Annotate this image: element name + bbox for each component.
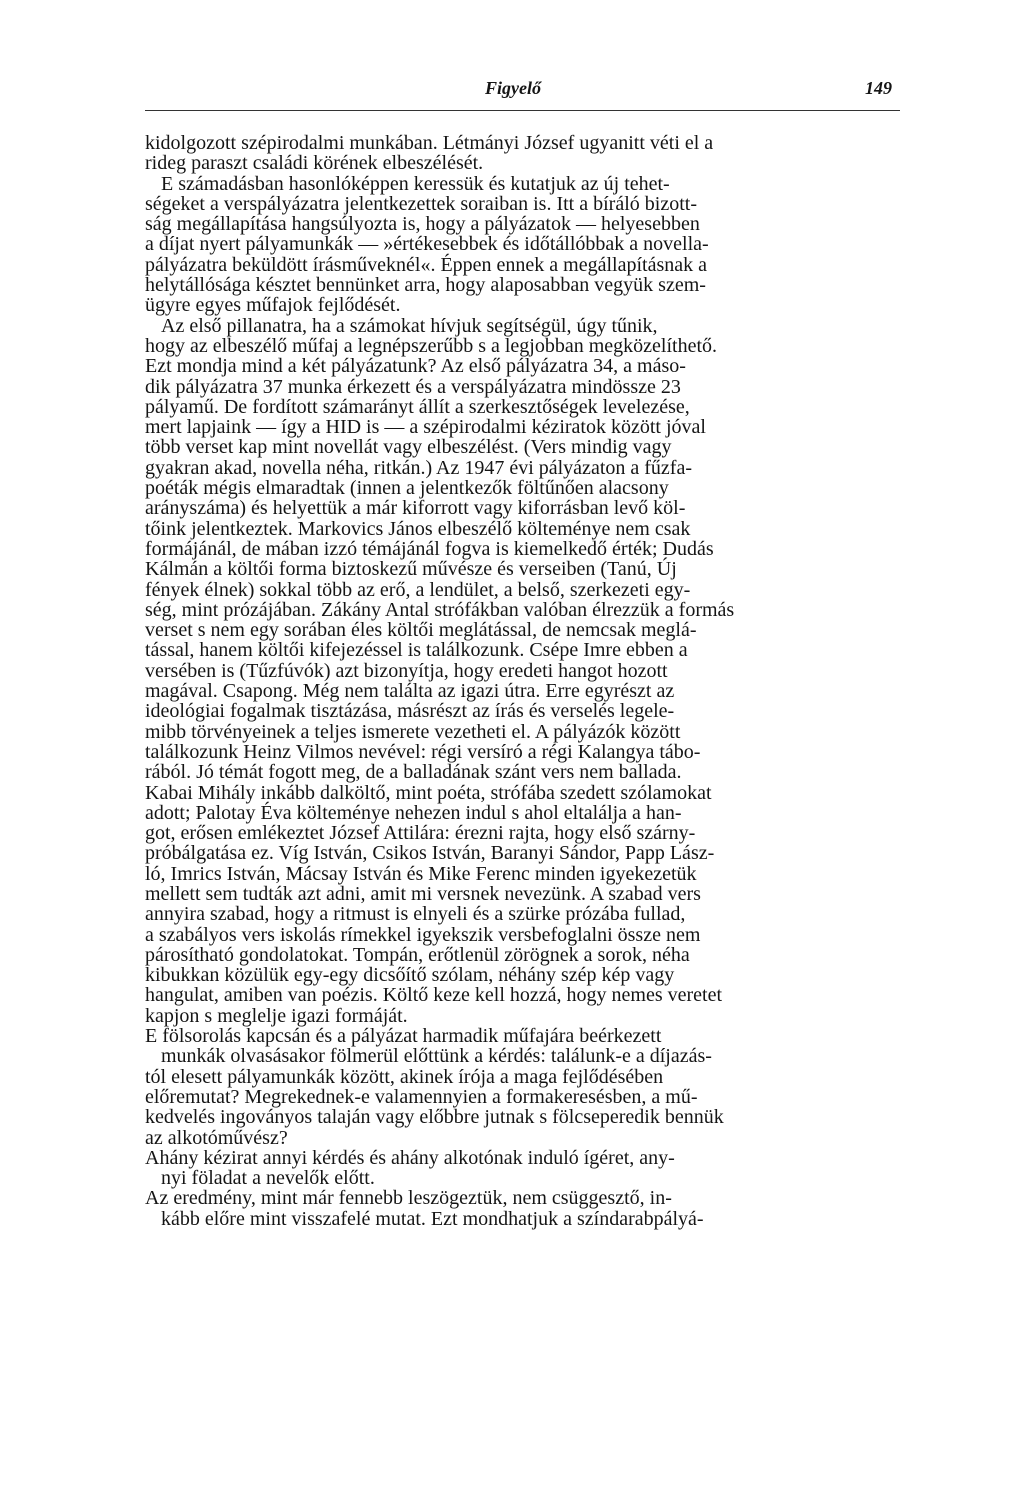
text-line: gyakran akad, novella néha, ritkán.) Az 1947 évi pályázaton a fűzfa- — [145, 456, 692, 479]
text-line: ló, Imrics István, Mácsay István és Mike Ferenc minden igyekezetük — [145, 862, 697, 885]
paragraph-1 — [145, 133, 900, 174]
text-line: got, erősen emlékeztet József Attilára: érezni rajta, hogy első szárny- — [145, 822, 696, 845]
paragraph-4 — [145, 1046, 900, 1168]
text-line: mert lapjaink — így a HID is — a szépirodalmi kéziratok között jóval — [145, 416, 706, 439]
text-line: kibukkan közülük egy-egy dicsőítő szólam, néhány szép kép vagy — [145, 964, 675, 987]
text-line: mibb törvényeinek a teljes ismerete vezetheti el. A pályázók között — [145, 720, 681, 743]
page — [145, 72, 900, 1229]
text-line: ség, mint prózájában. Zákány Antal strófákban valóban élrezzük a formás — [145, 598, 735, 621]
text-line: párosítható gondolatokat. Tompán, erőtlenül zörögnek a sorok, néha — [145, 943, 690, 966]
text-line: rideg paraszt családi körének elbeszélését. — [145, 152, 484, 175]
text-line: kább előre mint visszafelé mutat. Ezt mondhatjuk a színdarabpályá- — [161, 1207, 704, 1230]
page-number: 149 — [865, 78, 892, 98]
text-line: tól elesett pályamunkák között, akinek írója a maga fejlődésében — [145, 1065, 664, 1088]
text-line: Kálmán a költői forma biztoskezű művésze és verseiben (Tanú, Új — [145, 558, 677, 581]
header-rule — [145, 110, 900, 111]
text-line: arányszáma) és helyettük a már kiforrott vagy kiforrásban levő köl- — [145, 497, 686, 520]
text-line: poéták mégis elmaradtak (innen a jelentkezők föltűnően alacsony — [145, 477, 669, 500]
text-line: tással, hanem költői kifejezéssel is találkozunk. Csépe Imre ebben a — [145, 639, 688, 662]
text-line: Az eredmény, mint már fennebb leszögeztük, nem csüggesztő, in- — [145, 1187, 672, 1210]
paragraph-3 — [145, 316, 900, 1047]
text-line: ideológiai fogalmak tisztázása, másrészt az írás és verselés legele- — [145, 700, 675, 723]
text-line: ségeket a verspályázatra jelentkezettek soraiban is. Itt a bíráló bizott- — [145, 192, 697, 215]
text-line: versében is (Tűzfúvók) azt bizonyítja, hogy eredeti hangot hozott — [145, 659, 668, 682]
text-line: az alkotóművész? — [145, 1126, 288, 1149]
text-line: hangulat, amiben van poézis. Költő keze kell hozzá, hogy nemes veretet — [145, 984, 723, 1007]
text-line: ügyre egyes műfajok fejlődését. — [145, 294, 401, 317]
text-line: Ahány kézirat annyi kérdés és ahány alkotónak induló ígéret, any- — [145, 1146, 675, 1169]
text-line: kidolgozott szépirodalmi munkában. Létmányi József ugyanitt véti el a — [145, 132, 714, 154]
text-line: pályamű. De fordított számarányt állít a szerkesztőségek levelezése, — [145, 395, 690, 418]
text-line: annyira szabad, hogy a ritmust is elnyeli és a szürke prózába fullad, — [145, 903, 686, 926]
paragraph-2 — [145, 174, 900, 316]
text-line: nyi föladat a nevelők előtt. — [161, 1167, 375, 1190]
text-line: verset s nem egy sorában éles költői meglátással, de nemcsak meglá- — [145, 619, 697, 642]
text-line: mellett sem tudták azt adni, amit mi versnek nevezünk. A szabad vers — [145, 882, 701, 905]
text-line: E fölsorolás kapcsán és a pályázat harmadik műfajára beérkezett — [145, 1025, 662, 1048]
text-line: Ezt mondja mind a két pályázatunk? Az első pályázatra 34, a máso- — [145, 355, 686, 378]
text-line: helytállósága késztet bennünket arra, hogy alaposabban vegyük szem- — [145, 274, 706, 297]
text-line: kapjon s meglelje igazi formáját. — [145, 1004, 408, 1027]
text-line: fények élnek) sokkal több az erő, a lendület, a belső, szerkezeti egy- — [145, 578, 691, 601]
text-line: dik pályázatra 37 munka érkezett és a verspályázatra mindössze 23 — [145, 375, 681, 398]
text-line: E számadásban hasonlóképpen keressük és kutatjuk az új tehet- — [161, 172, 670, 195]
paragraph-6 — [145, 1209, 900, 1229]
text-line: próbálgatása ez. Víg István, Csikos István, Baranyi Sándor, Papp Lász- — [145, 842, 715, 865]
text-line: találkozunk Heinz Vilmos nevével: régi versíró a régi Kalangya tábo- — [145, 740, 701, 763]
text-line: több verset kap mint novellát vagy elbeszélést. (Vers mindig vagy — [145, 436, 672, 459]
text-line: Kabai Mihály inkább dalköltő, mint poéta, strófába szedett szólamokat — [145, 781, 712, 804]
text-line: a szabályos vers iskolás rímekkel igyekszik versbefoglalni össze nem — [145, 923, 701, 946]
text-line: Az első pillanatra, ha a számokat hívjuk segítségül, úgy tűnik, — [161, 314, 658, 337]
text-line: hogy az elbeszélő műfaj a legnépszerűbb s a legjobban megközelíthető. — [145, 334, 718, 357]
text-line: munkák olvasásakor fölmerül előttünk a kérdés: találunk-e a díjazás- — [161, 1045, 712, 1068]
text-line: a díjat nyert pályamunkák — »értékesebbek és időtállóbbak a novella- — [145, 233, 709, 256]
running-title: Figyelő — [485, 78, 541, 98]
text-line: rából. Jó témát fogott meg, de a balladának szánt vers nem ballada. — [145, 761, 682, 784]
text-line: formájánál, de mában izzó témájánál fogva is kiemelkedő érték; Dudás — [145, 537, 714, 560]
text-line: tőink jelentkeztek. Markovics János elbeszélő költeménye nem csak — [145, 517, 691, 540]
text-line: adott; Palotay Éva költeménye nehezen indul s ahol eltalálja a han- — [145, 801, 682, 824]
text-line: előremutat? Megrekednek-e valamennyien a formakeresésben, a mű- — [145, 1085, 698, 1108]
text-line: ság megállapítása hangsúlyozta is, hogy a pályázatok — helyesebben — [145, 213, 700, 236]
running-header — [145, 72, 900, 102]
body-text — [145, 133, 900, 1229]
text-line: kedvelés ingoványos talaján vagy előbbre jutnak s fölcseperedik bennük — [145, 1106, 724, 1129]
paragraph-5 — [145, 1168, 900, 1209]
text-line: magával. Csapong. Még nem találta az igazi útra. Erre egyrészt az — [145, 680, 675, 703]
text-line: pályázatra beküldött írásműveknél«. Éppen ennek a megállapításnak a — [145, 253, 708, 276]
